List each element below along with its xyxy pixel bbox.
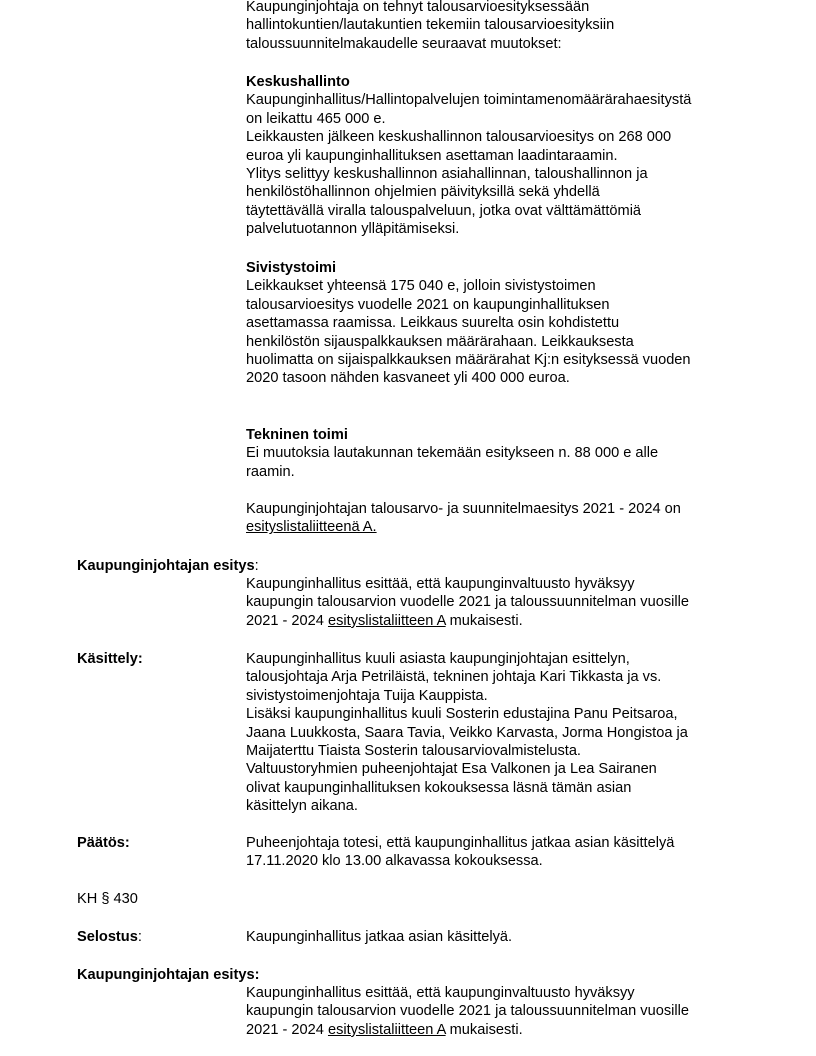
kj-esitys-line: kaupungin talousarvion vuodelle 2021 ja taloussuunnitelman vuosille [246, 594, 689, 611]
keskushallinto-line: palvelutuotannon ylläpitämiseksi. [246, 221, 460, 238]
intro-line: hallintokuntien/lautakuntien tekemiin talousarvioesityksiin [246, 17, 615, 34]
keskushallinto-line: euroa yli kaupunginhallituksen asettaman laadintaraamin. [246, 147, 618, 164]
attachment-a-link[interactable]: esityslistaliitteen A [327, 1021, 446, 1038]
kasittely-line: käsittelyn aikana. [246, 798, 358, 815]
keskushallinto-line: täytettävällä viralla talouspalveluun, jotka ovat välttämättömiä [246, 202, 642, 219]
paatos-label: Päätös: [77, 835, 130, 851]
kj-esitys-label-text: Kaupunginjohtajan esitys [77, 558, 255, 574]
selostus-label-text: Selostus [77, 929, 138, 945]
sivistystoimi-line: 2020 tasoon nähden kasvaneet yli 400 000 euroa. [246, 370, 570, 387]
kj-esitys-2-line: kaupungin talousarvion vuodelle 2021 ja taloussuunnitelman vuosille [246, 1003, 689, 1020]
selostus-text [246, 928, 766, 946]
attachment-a-link[interactable]: esityslistaliitteen A [327, 612, 446, 629]
sivistystoimi-line: huolimatta on sijaispalkkauksen määrärahat Kj:n esityksessä vuoden [246, 352, 691, 369]
keskushallinto-line: Ylitys selittyy keskushallinnon asiahallinnan, taloushallinnon ja [246, 166, 648, 183]
tekninen-line: Ei muutoksia lautakunnan tekemään esitykseen n. 88 000 e alle [246, 445, 659, 462]
intro-line: Kaupunginjohtaja on tehnyt talousarvioesityksessään [246, 0, 590, 15]
kj-esitys-2-label: Kaupunginjohtajan esitys: [77, 967, 260, 983]
selostus-label-colon: : [137, 929, 142, 945]
sivistystoimi-line: Leikkaukset yhteensä 175 040 e, jolloin sivistystoimen [246, 278, 596, 295]
keskushallinto-line: henkilöstöhallinnon ohjelmien päivityksillä sekä yhdellä [246, 184, 600, 201]
kj-esitys-2-line: Kaupunginhallitus esittää, että kaupunginvaltuusto hyväksyy [246, 985, 635, 1001]
kj-esitys-2-suffix: mukaisesti. [445, 1021, 523, 1038]
kasittely-line: Valtuustoryhmien puheenjohtajat Esa Valkonen ja Lea Sairanen [246, 761, 657, 778]
selostus-label [77, 928, 142, 946]
paatos-line: 17.11.2020 klo 13.00 alkavassa kokouksessa. [246, 853, 543, 870]
kasittely-line: sivistystoimenjohtaja Tuija Kauppista. [246, 687, 488, 704]
paatos-line: Puheenjohtaja totesi, että kaupunginhallitus jatkaa asian käsittelyä [246, 835, 675, 851]
kj-esitys-text [246, 575, 766, 630]
kj-esitys-2-text [246, 984, 766, 1039]
kj-esitys-2-line [246, 1021, 766, 1039]
intro-paragraph [246, 0, 766, 53]
kj-esitys-2-prefix: 2021 - 2024 [246, 1021, 328, 1038]
esitys-intro-line: Kaupunginjohtajan talousarvo- ja suunnitelmaesitys 2021 - 2024 on [246, 501, 681, 517]
kasittely-line: talousjohtaja Arja Petriläistä, tekninen johtaja Kari Tikkasta ja vs. [246, 669, 662, 686]
intro-line: taloussuunnitelmakaudelle seuraavat muutokset: [246, 35, 562, 52]
keskushallinto-line: Leikkausten jälkeen keskushallinnon talousarvioesitys on 268 000 [246, 129, 672, 146]
sivistystoimi-line: henkilöstön sijauspalkkauksen määrärahaan. Leikkauksesta [246, 333, 634, 350]
tekninen-line: raamin. [246, 463, 295, 480]
esitys-intro-link-line [246, 518, 766, 536]
kasittely-line: Maijaterttu Tiaista Sosterin talousarviovalmistelusta. [246, 743, 581, 760]
kj-esitys-prefix: 2021 - 2024 [246, 612, 328, 629]
kasittely-line: Jaana Luukkosta, Saara Tavia, Veikko Karvasta, Jorma Hongistoa ja [246, 724, 688, 741]
paatos-text [246, 834, 766, 871]
selostus-line: Kaupunginhallitus jatkaa asian käsittelyä. [246, 929, 513, 945]
kj-esitys-line: Kaupunginhallitus esittää, että kaupunginvaltuusto hyväksyy [246, 576, 635, 592]
kj-esitys-label [77, 557, 259, 575]
keskushallinto-line: on leikattu 465 000 e. [246, 110, 386, 127]
kasittely-line: Kaupunginhallitus kuuli asiasta kaupunginjohtajan esittelyn, [246, 651, 630, 667]
sivistystoimi-line: asettamassa raamissa. Leikkaus suurelta osin kohdistettu [246, 315, 620, 332]
sivistystoimi-section [246, 259, 766, 388]
esitys-intro-paragraph [246, 500, 766, 537]
kasittely-text [246, 650, 766, 816]
keskushallinto-heading: Keskushallinto [246, 74, 350, 90]
kasittely-label: Käsittely: [77, 651, 143, 667]
tekninen-heading: Tekninen toimi [246, 427, 348, 443]
kj-esitys-line [246, 612, 766, 630]
sivistystoimi-line: talousarvioesitys vuodelle 2021 on kaupunginhallituksen [246, 296, 610, 313]
kh-section-number: KH § 430 [77, 891, 138, 907]
attachment-a-link[interactable]: esityslistaliitteenä A. [246, 519, 377, 536]
tekninen-section [246, 426, 766, 481]
kj-esitys-label-colon: : [254, 558, 259, 574]
kj-esitys-suffix: mukaisesti. [445, 612, 523, 629]
kasittely-line: Lisäksi kaupunginhallitus kuuli Sosterin edustajina Panu Peitsaroa, [246, 706, 678, 723]
sivistystoimi-heading: Sivistystoimi [246, 260, 337, 276]
keskushallinto-line: Kaupunginhallitus/Hallintopalvelujen toimintamenomäärärahaesitystä [246, 92, 692, 109]
keskushallinto-section [246, 73, 766, 239]
kasittely-line: olivat kaupunginhallituksen kokouksessa läsnä tämän asian [246, 779, 632, 796]
